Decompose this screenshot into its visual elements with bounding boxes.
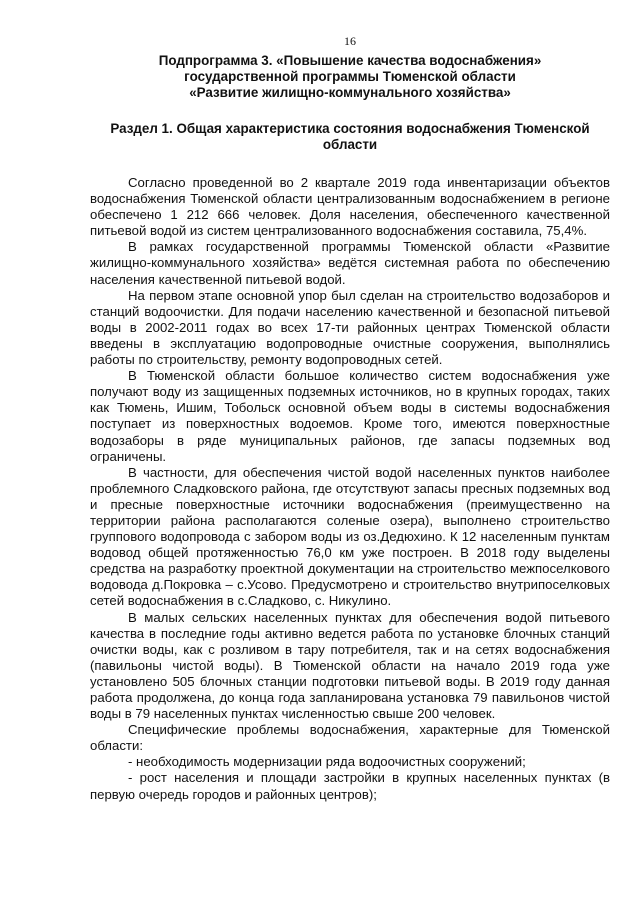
paragraph-state-program: В рамках государственной программы Тюменской области «Развитие жилищно-коммунального хозяйства» ведётся системная работа по обеспечению населения качественной питьевой водой. [90, 239, 610, 287]
section-heading: Раздел 1. Общая характеристика состояния водоснабжения Тюменской области [110, 121, 590, 152]
paragraph-specific-problems: Специфические проблемы водоснабжения, характерные для Тюменской области: [90, 722, 610, 754]
paragraph-centralized-supply: Согласно проведенной во 2 квартале 2019 года инвентаризации объектов водоснабжения Тюменской области централизованным водоснабжением в регионе обеспечено 1 212 666 человек. Доля населения, обеспеченного качественной питьевой водой из систем централизованного водоснабжения составила, 75,4%. [90, 175, 610, 239]
title-line-1: Подпрограмма 3. «Повышение качества водоснабжения» [158, 53, 542, 68]
body-text [90, 175, 610, 803]
paragraph-water-sources: В Тюменской области большое количество систем водоснабжения уже получают воду из защищенных подземных источников, но в крупных городах, таких как Тюмень, Ишим, Тобольск основной объем воды в системы водоснабжения поступает из поверхностных водоемов. Кроме того, имеются поверхностные водозаборы в ряде муниципальных районов, где запасы подземных вод ограничены. [90, 368, 610, 464]
list-item-population-growth: - рост населения и площади застройки в крупных населенных пунктах (в первую очередь городов и районных центров); [90, 770, 610, 802]
paragraph-sladkovo-district: В частности, для обеспечения чистой водой населенных пунктов наиболее проблемного Сладковского района, где отсутствуют запасы пресных подземных вод и пресные поверхностные источники водоснабжения (преимущественно на территории района располагаются соленые озера), выполнено строительство группового водопровода с забором воды из оз.Дедюхино. К 12 населенным пунктам водовод общей протяженностью 76,0 км уже построен. В 2018 году выделены средства на разработку проектной документации на строительство межпоселкового водовода д.Покровка – с.Усово. Предусмотрено и строительство внутрипоселковых сетей водоснабжения в с.Сладково, с. Никулино. [90, 464, 610, 609]
title-line-2: государственной программы Тюменской области [184, 69, 516, 84]
paragraph-first-stage: На первом этапе основной упор был сделан на строительство водозаборов и станций водоочистки. Для подачи населению качественной и безопасной питьевой воды в 2002-2011 годах во всех 17-ти районных центрах Тюменской области введены в эксплуатацию водопроводные очистные сооружения, выполнялись работы по строительству, ремонту водопроводных сетей. [90, 287, 610, 368]
title-line-3: «Развитие жилищно-коммунального хозяйства» [189, 85, 511, 100]
page-number: 16 [344, 34, 356, 48]
subprogram-title [90, 53, 610, 101]
paragraph-small-settlements: В малых сельских населенных пунктах для обеспечения водой питьевого качества в последние годы активно ведется работа по установке блочных станций очистки воды, как с розливом в тару потребителя, так и на сетях водоснабжения (павильоны чистой воды). В Тюменской области на начало 2019 года уже установлено 505 блочных станции подготовки питьевой воды. В 2019 году данная работа продолжена, до конца года запланирована установка 79 павильонов чистой воды в 79 населенных пунктах численностью свыше 200 человек. [90, 609, 610, 722]
list-item-modernization: - необходимость модернизации ряда водоочистных сооружений; [128, 754, 526, 770]
